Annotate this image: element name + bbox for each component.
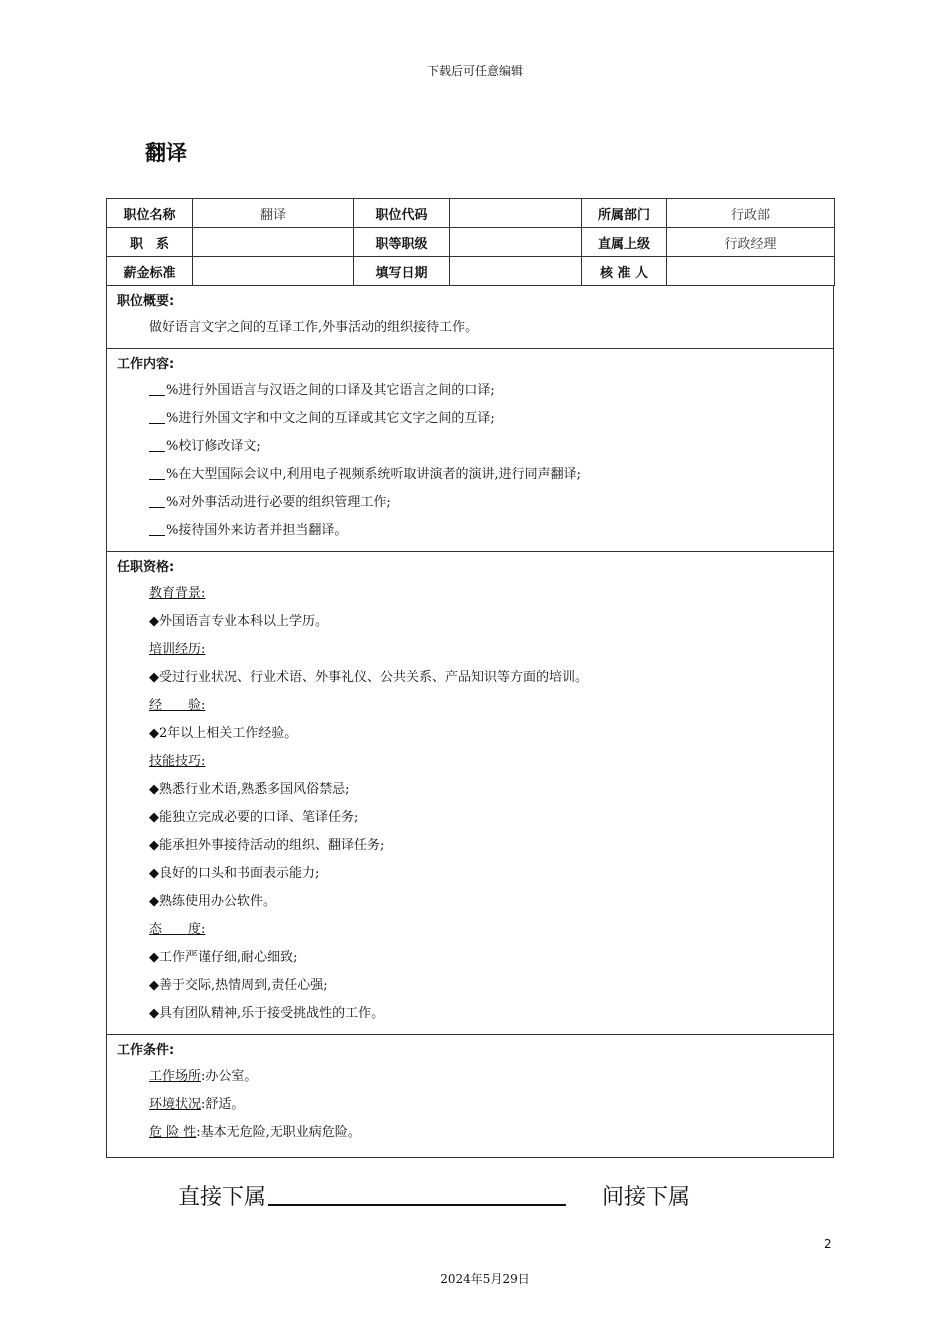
condition-value: :办公室。 [201, 1069, 258, 1084]
condition-label: 环境状况 [149, 1097, 202, 1112]
qualification-label-text: 技能技巧: [149, 754, 206, 769]
field-label: 职 系 [107, 228, 193, 257]
fill-blank [149, 409, 165, 424]
qualification-item: ◆受过行业状况、行业术语、外事礼仪、公共关系、产品知识等方面的培训。 [149, 670, 588, 685]
overview-section [106, 286, 834, 349]
condition-value: :基本无危险,无职业病危险。 [196, 1125, 361, 1140]
field-value [193, 257, 354, 286]
qualification-label-text: 培训经历: [149, 642, 206, 657]
qualification-item: ◆熟悉行业术语,熟悉多国风俗禁忌; [149, 782, 350, 797]
field-label: 职位名称 [107, 199, 193, 228]
work-content-section [106, 349, 834, 552]
condition-label: 工作场所 [149, 1069, 202, 1084]
fill-blank [149, 381, 165, 396]
field-value [450, 199, 582, 228]
qualification-item: ◆善于交际,热情周到,责任心强; [149, 978, 328, 993]
condition-value: :舒适。 [201, 1097, 245, 1112]
qualification-item: ◆2年以上相关工作经验。 [149, 726, 298, 741]
work-item-text: %校订修改译文; [166, 439, 261, 454]
field-value [193, 228, 354, 257]
work-item [117, 377, 823, 405]
fill-blank [149, 521, 165, 536]
field-label: 职位代码 [354, 199, 450, 228]
fill-blank [149, 437, 165, 452]
field-value [450, 257, 582, 286]
info-table [106, 198, 835, 286]
field-label: 核 准 人 [582, 257, 667, 286]
conditions-heading: 工作条件: [117, 1043, 175, 1058]
field-value [450, 228, 582, 257]
condition-item [117, 1119, 823, 1147]
work-item [117, 405, 823, 433]
qualification-label [117, 692, 823, 720]
qualification-item: ◆能承担外事接待活动的组织、翻译任务; [149, 838, 385, 853]
work-item-text: %在大型国际会议中,利用电子视频系统听取讲演者的演讲,进行同声翻译; [166, 467, 581, 482]
qualification-item: ◆良好的口头和书面表示能力; [149, 866, 320, 881]
footer-date: 2024年5月29日 [440, 1272, 530, 1286]
qualification-label-text: 态 度: [149, 922, 206, 937]
field-label: 所属部门 [582, 199, 667, 228]
field-label: 直属上级 [582, 228, 667, 257]
info-row [107, 199, 835, 228]
indirect-subordinate-label: 间接下属 [602, 1185, 691, 1210]
qualification-item: ◆熟练使用办公软件。 [149, 894, 276, 909]
work-item-text: %进行外国文字和中文之间的互译或其它文字之间的互译; [166, 411, 495, 426]
overview-heading: 职位概要: [117, 294, 175, 309]
qualification-label [117, 916, 823, 944]
condition-item [117, 1091, 823, 1119]
conditions-section [106, 1035, 834, 1158]
field-value: 翻译 [193, 199, 354, 228]
qualification-item: ◆具有团队精神,乐于接受挑战性的工作。 [149, 1006, 385, 1021]
qualification-label-text: 教育背景: [149, 586, 206, 601]
qualification-label-text: 经 验: [149, 698, 206, 713]
job-description-form [106, 198, 834, 1158]
field-value [667, 257, 835, 286]
field-label: 薪金标准 [107, 257, 193, 286]
qualification-label [117, 636, 823, 664]
direct-subordinate-label: 直接下属 [178, 1185, 267, 1210]
qualification-label [117, 580, 823, 608]
header-note: 下载后可任意编辑 [426, 64, 523, 78]
subordinates-row [178, 1180, 690, 1211]
page-number: 2 [824, 1237, 832, 1251]
work-item [117, 489, 823, 517]
work-item [117, 433, 823, 461]
field-value: 行政经理 [667, 228, 835, 257]
qualification-item: ◆能独立完成必要的口译、笔译任务; [149, 810, 359, 825]
field-label: 填写日期 [354, 257, 450, 286]
condition-item [117, 1063, 823, 1091]
field-value: 行政部 [667, 199, 835, 228]
overview-text: 做好语言文字之间的互译工作,外事活动的组织接待工作。 [149, 320, 479, 335]
work-item-text: %进行外国语言与汉语之间的口译及其它语言之间的口译; [166, 383, 495, 398]
fill-blank [149, 465, 165, 480]
work-item-text: %接待国外来访者并担当翻译。 [166, 523, 348, 538]
qualifications-section [106, 552, 834, 1035]
qualification-item: ◆工作严谨仔细,耐心细致; [149, 950, 298, 965]
page-title: 翻译 [145, 141, 187, 165]
subordinate-blank-line [268, 1182, 566, 1206]
qualification-item: ◆外国语言专业本科以上学历。 [149, 614, 328, 629]
fill-blank [149, 493, 165, 508]
info-row [107, 257, 835, 286]
field-label: 职等职级 [354, 228, 450, 257]
work-item [117, 517, 823, 545]
info-row [107, 228, 835, 257]
qualification-label [117, 748, 823, 776]
work-content-heading: 工作内容: [117, 357, 175, 372]
work-item [117, 461, 823, 489]
qualifications-heading: 任职资格: [117, 560, 175, 575]
condition-label: 危 险 性 [149, 1125, 197, 1140]
work-item-text: %对外事活动进行必要的组织管理工作; [166, 495, 391, 510]
